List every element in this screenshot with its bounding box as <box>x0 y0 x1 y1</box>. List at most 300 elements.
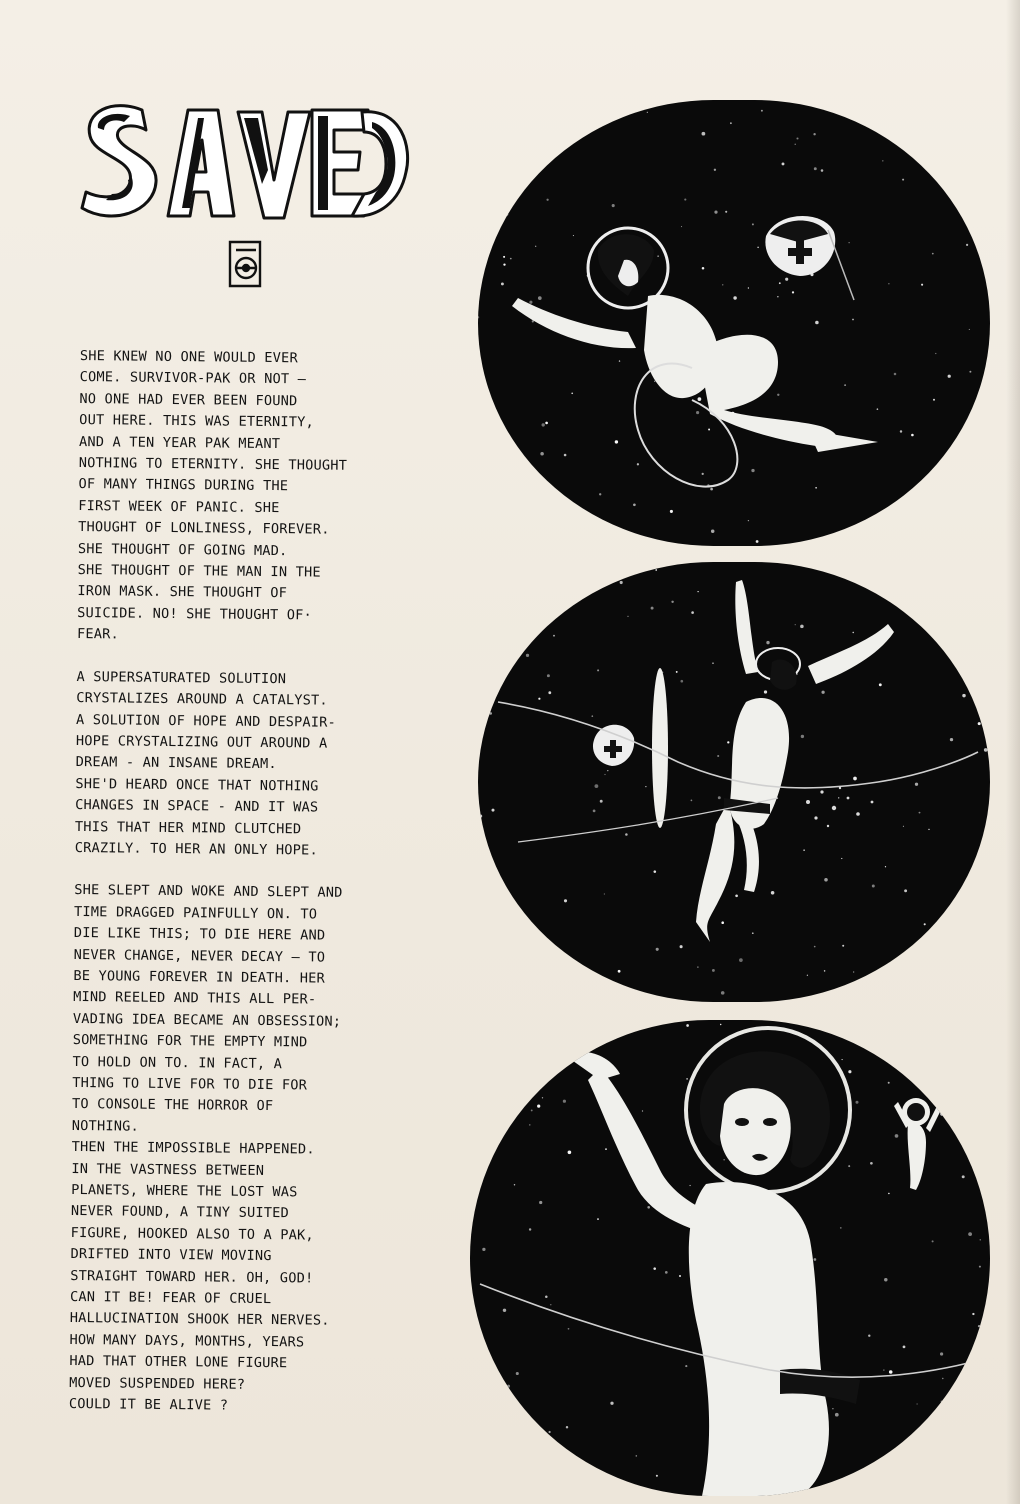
star <box>681 226 682 227</box>
star <box>969 371 971 373</box>
text-line: THEN THE IMPOSSIBLE HAPPENED. <box>71 1139 315 1158</box>
star <box>800 625 804 629</box>
star <box>620 581 623 584</box>
star <box>680 680 683 683</box>
star <box>545 422 548 425</box>
star <box>651 607 654 610</box>
star <box>702 132 706 136</box>
text-line: CHANGES IN SPACE - AND IT WAS <box>75 797 319 816</box>
star <box>919 812 921 814</box>
star <box>928 829 929 830</box>
text-line: IRON MASK. SHE THOUGHT OF <box>77 583 288 602</box>
star <box>771 891 775 895</box>
star <box>972 1313 974 1315</box>
star <box>796 137 798 139</box>
astronaut-raised-arm-right <box>808 624 894 684</box>
star <box>573 1465 576 1468</box>
star <box>540 452 544 456</box>
star <box>647 1206 650 1209</box>
paragraph-2 <box>75 667 447 864</box>
star <box>592 715 594 717</box>
star <box>982 1373 986 1377</box>
star <box>566 1426 568 1428</box>
star <box>902 179 904 181</box>
text-line: SHE SLEPT AND WOKE AND SLEPT AND <box>74 882 343 902</box>
text-line: TO CONSOLE THE HORROR OF <box>71 1096 274 1115</box>
star <box>529 301 532 304</box>
astronaut-legs <box>696 802 734 942</box>
star <box>927 1081 928 1082</box>
star <box>881 1026 884 1029</box>
text-line: HAD THAT OTHER LONE FIGURE <box>69 1353 288 1372</box>
star <box>877 408 879 410</box>
star <box>685 1365 687 1367</box>
star <box>665 1271 668 1274</box>
star <box>779 282 781 284</box>
star <box>516 1372 519 1375</box>
star <box>615 440 618 443</box>
star <box>510 258 512 260</box>
star <box>564 899 567 902</box>
star <box>564 538 566 540</box>
star <box>814 167 817 170</box>
star <box>813 133 815 135</box>
star <box>838 568 839 569</box>
star <box>547 674 550 677</box>
star <box>748 520 749 521</box>
star <box>545 1295 548 1298</box>
star <box>777 296 778 297</box>
text-line: OUT HERE. THIS WAS ETERNITY, <box>79 412 315 431</box>
star <box>708 429 710 431</box>
star <box>483 710 486 713</box>
star <box>542 1097 543 1098</box>
star <box>856 1101 859 1104</box>
star <box>821 169 824 172</box>
star <box>940 1352 943 1355</box>
title-lettering <box>72 88 412 238</box>
star <box>915 783 918 786</box>
star <box>476 1033 478 1035</box>
star <box>824 970 826 972</box>
star <box>962 694 965 697</box>
star <box>911 434 914 437</box>
star <box>912 575 913 576</box>
star <box>691 611 694 614</box>
star <box>619 360 620 361</box>
star <box>721 991 725 995</box>
paragraph-1 <box>77 346 450 650</box>
star <box>712 969 715 972</box>
text-line: FIGURE, HOOKED ALSO TO A PAK, <box>70 1224 314 1244</box>
star <box>972 1093 975 1096</box>
star <box>553 635 555 637</box>
star <box>894 373 897 376</box>
text-line: THING TO LIVE FOR TO DIE FOR <box>72 1074 308 1094</box>
star <box>566 120 570 124</box>
star <box>566 1463 569 1466</box>
text-line: MIND REELED AND THIS ALL PER- <box>73 989 317 1008</box>
star <box>721 921 724 924</box>
text-line: TO HOLD ON TO. IN FACT, A <box>72 1053 283 1072</box>
star <box>503 256 505 258</box>
star <box>697 966 698 967</box>
text-line: TIME DRAGGED PAINFULLY ON. TO <box>73 903 318 923</box>
star <box>529 1124 530 1125</box>
space-scene-2 <box>478 562 990 1002</box>
star <box>951 482 954 485</box>
star <box>969 329 970 330</box>
star <box>645 786 646 787</box>
star <box>842 945 844 947</box>
astronaut-face <box>720 1088 791 1175</box>
star <box>563 1100 566 1103</box>
star <box>482 1248 485 1251</box>
star <box>485 1124 489 1128</box>
star <box>852 319 854 321</box>
text-line: FEAR. <box>76 626 119 643</box>
star <box>888 283 889 284</box>
star <box>872 885 875 888</box>
star <box>879 683 882 686</box>
star <box>735 894 738 897</box>
text-line: NO ONE HAD EVER BEEN FOUND <box>79 390 298 410</box>
star <box>686 1024 689 1027</box>
narrative-text <box>69 346 450 1419</box>
star <box>689 1185 690 1186</box>
star <box>499 1115 500 1116</box>
star <box>733 296 736 299</box>
star <box>696 411 699 414</box>
star <box>942 1378 943 1379</box>
star <box>903 826 904 827</box>
star <box>710 488 713 491</box>
star <box>517 492 518 493</box>
star <box>801 735 804 738</box>
star <box>842 1059 843 1060</box>
star <box>670 510 673 513</box>
star <box>473 1112 474 1113</box>
star <box>514 1184 515 1185</box>
panel-astronaut-reaching <box>478 562 990 1002</box>
star <box>600 800 603 803</box>
text-line: COULD IT BE ALIVE ? <box>68 1396 229 1414</box>
star <box>980 1239 981 1240</box>
star <box>548 691 551 694</box>
star <box>612 204 615 207</box>
star <box>718 796 721 799</box>
star <box>814 1258 817 1261</box>
star <box>848 1070 851 1073</box>
star <box>702 267 705 270</box>
star <box>968 1232 972 1236</box>
star <box>841 858 842 859</box>
text-line: NOTHING TO ETERNITY. SHE THOUGHT <box>78 455 348 474</box>
star <box>656 948 659 951</box>
star <box>604 893 605 894</box>
star <box>513 1401 515 1403</box>
star <box>835 1413 839 1417</box>
star <box>547 1438 548 1439</box>
star <box>655 569 657 571</box>
text-line: HOW MANY DAYS, MONTHS, YEARS <box>69 1331 305 1351</box>
star <box>568 1150 572 1154</box>
star <box>676 671 678 673</box>
star <box>885 866 886 867</box>
star <box>711 530 714 533</box>
star <box>593 977 595 979</box>
star <box>503 1047 505 1049</box>
star <box>916 1403 917 1404</box>
star <box>977 994 979 996</box>
star <box>981 1177 985 1181</box>
star <box>487 237 490 240</box>
star <box>605 1148 607 1150</box>
star <box>479 815 482 818</box>
star <box>824 878 828 882</box>
star <box>653 1267 656 1270</box>
star <box>844 384 846 386</box>
star <box>573 235 574 236</box>
star <box>848 1165 850 1167</box>
star <box>803 849 805 851</box>
star <box>963 562 965 564</box>
star <box>702 473 704 475</box>
text-line: CRYSTALIZES AROUND A CATALYST. <box>76 690 328 709</box>
star <box>562 100 565 103</box>
star <box>971 454 975 458</box>
star <box>974 1426 975 1427</box>
star <box>537 1105 540 1108</box>
star <box>489 712 492 715</box>
text-line: DIE LIKE THIS; TO DIE HERE AND <box>73 925 326 944</box>
star <box>616 983 618 985</box>
star <box>962 1175 965 1178</box>
text-line: HOPE CRYSTALIZING OUT AROUND A <box>75 732 328 752</box>
star <box>637 463 639 465</box>
star <box>777 394 779 396</box>
text-line: VADING IDEA BECAME AN OBSESSION; <box>72 1010 342 1030</box>
star <box>832 1408 833 1409</box>
star <box>907 981 909 983</box>
star <box>966 244 968 246</box>
text-line: NEVER CHANGE, NEVER DECAY — TO <box>73 946 326 966</box>
star <box>764 690 767 693</box>
star <box>722 284 723 285</box>
star <box>531 1109 533 1111</box>
text-line: SHE'D HEARD ONCE THAT NOTHING <box>75 775 319 795</box>
star <box>888 1082 890 1084</box>
star <box>568 1328 570 1330</box>
star <box>546 199 548 201</box>
astronaut-body <box>689 1182 829 1496</box>
star <box>900 430 902 432</box>
text-line: MOVED SUSPENDED HERE? <box>69 1374 246 1393</box>
star <box>519 163 520 164</box>
stardust-cloud <box>806 787 873 827</box>
star <box>636 1455 638 1457</box>
star <box>614 526 615 527</box>
astronaut-raised-arm <box>735 580 758 674</box>
star <box>820 563 822 565</box>
star <box>984 748 988 752</box>
star <box>574 985 576 987</box>
star <box>766 641 769 644</box>
survivor-pak-edge <box>652 668 668 828</box>
star <box>976 640 977 641</box>
star <box>506 213 508 215</box>
star <box>564 454 567 457</box>
star <box>973 954 975 956</box>
star <box>785 278 788 281</box>
star <box>597 1218 599 1220</box>
star <box>714 169 716 171</box>
star <box>912 951 915 954</box>
star <box>618 970 621 973</box>
star <box>921 284 923 286</box>
star <box>870 1162 873 1165</box>
star <box>935 353 936 354</box>
text-line: HALLUCINATION SHOOK HER NERVES. <box>69 1310 330 1330</box>
artist-signature <box>226 238 266 290</box>
text-line: A SOLUTION OF HOPE AND DESPAIR- <box>76 711 337 731</box>
star <box>979 564 980 565</box>
star <box>489 167 492 170</box>
star <box>981 1329 984 1332</box>
star <box>717 755 719 757</box>
star <box>727 741 729 743</box>
paragraph-4 <box>69 1137 442 1419</box>
text-line: SUICIDE. NO! SHE THOUGHT OF· <box>77 604 313 624</box>
star <box>498 907 502 911</box>
star <box>950 738 953 741</box>
star <box>479 991 482 994</box>
star <box>480 1181 481 1182</box>
star <box>739 958 743 962</box>
star <box>815 1020 817 1022</box>
star <box>752 932 754 934</box>
star <box>657 255 658 256</box>
star <box>975 1155 976 1156</box>
star <box>656 1475 658 1477</box>
star <box>940 1112 944 1116</box>
star <box>815 321 819 325</box>
star <box>712 662 714 664</box>
star <box>513 632 514 633</box>
star <box>978 722 981 725</box>
text-line: OF MANY THINGS DURING THE <box>78 476 289 495</box>
distant-figure-body <box>908 1123 926 1190</box>
text-line: DREAM - AN INSANE DREAM. <box>75 754 277 773</box>
astronaut-legs <box>698 335 837 447</box>
star <box>756 540 759 543</box>
star <box>849 242 850 243</box>
star <box>593 810 596 813</box>
star <box>714 211 717 214</box>
star <box>595 784 599 788</box>
star <box>597 669 599 671</box>
star <box>840 1227 842 1229</box>
star <box>724 1159 725 1160</box>
panel-astronaut-sees-figure <box>470 1020 990 1496</box>
star <box>978 1325 980 1327</box>
star <box>904 889 907 892</box>
star <box>679 1275 681 1277</box>
star <box>633 503 636 506</box>
text-line: FIRST WEEK OF PANIC. SHE <box>78 497 280 516</box>
star <box>725 211 727 213</box>
star <box>628 1001 629 1002</box>
star <box>888 1193 889 1194</box>
star <box>853 971 854 972</box>
star <box>751 469 754 472</box>
star <box>539 1201 542 1204</box>
star <box>931 522 933 524</box>
star <box>671 601 673 603</box>
star <box>571 392 573 394</box>
star <box>538 698 540 700</box>
star <box>529 1228 531 1230</box>
star <box>564 116 565 117</box>
panel-astronaut-drifting <box>478 100 990 546</box>
star <box>838 797 839 798</box>
star <box>654 381 655 382</box>
star <box>647 112 648 113</box>
star <box>720 1024 721 1025</box>
star <box>484 209 485 210</box>
star <box>697 591 698 592</box>
star <box>600 979 602 981</box>
star <box>535 246 536 247</box>
star <box>545 566 548 569</box>
star <box>538 296 542 300</box>
text-line: NEVER FOUND, A TINY SUITED <box>70 1203 290 1222</box>
star <box>604 774 605 775</box>
star <box>550 1304 551 1305</box>
star <box>889 1370 893 1374</box>
text-line: AND A TEN YEAR PAK MEANT <box>78 433 281 452</box>
star <box>782 162 785 165</box>
star <box>654 870 657 873</box>
star <box>757 247 758 248</box>
star <box>948 375 951 378</box>
star <box>686 1078 688 1080</box>
star <box>895 1134 899 1138</box>
star <box>884 1278 887 1281</box>
text-line: BE YOUNG FOREVER IN DEATH. HER <box>73 967 326 987</box>
star <box>932 253 934 255</box>
paragraph-3 <box>72 880 445 1141</box>
star <box>813 565 814 566</box>
star <box>625 833 628 836</box>
text-line: SOMETHING FOR THE EMPTY MIND <box>72 1032 308 1051</box>
star <box>815 487 817 489</box>
star <box>680 945 683 948</box>
star <box>901 994 904 997</box>
star <box>526 654 529 657</box>
text-line: PLANETS, WHERE THE LOST WAS <box>71 1181 298 1201</box>
title-logo <box>72 88 412 238</box>
star <box>974 597 977 600</box>
star <box>761 110 763 112</box>
star <box>964 894 965 895</box>
text-line: THIS THAT HER MIND CLUTCHED <box>74 818 302 837</box>
star <box>924 923 926 925</box>
star <box>503 263 505 265</box>
star <box>883 1370 884 1371</box>
star <box>979 1266 981 1268</box>
space-scene-1 <box>478 100 990 546</box>
